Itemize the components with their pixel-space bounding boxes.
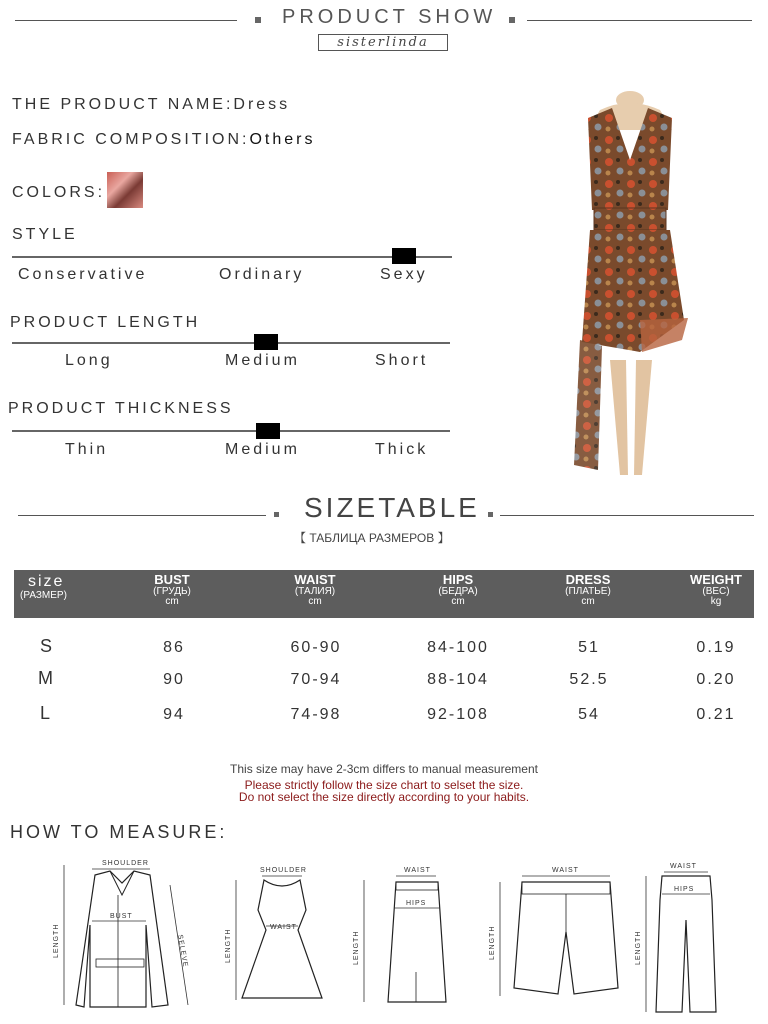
jacket-sleeve-label: SELEVE	[176, 934, 189, 969]
thickness-option-thick: Thick	[375, 441, 429, 458]
col-bust-label: BUST	[154, 572, 190, 587]
style-title: STYLE	[12, 226, 78, 243]
col-hips	[418, 573, 498, 608]
col-weight-unit: kg	[710, 596, 722, 608]
col-bust-unit: cm	[165, 596, 179, 608]
col-weight-sub: (ВЕС)	[702, 585, 730, 597]
fabric-label: FABRIC COMPOSITION:	[12, 131, 250, 148]
table-cell-bust: 86	[163, 639, 185, 656]
table-cell-waist: 74-98	[290, 706, 342, 723]
table-cell-hips: 84-100	[427, 639, 489, 656]
shorts-measure-diagram	[486, 862, 636, 1012]
table-cell-hips: 88-104	[427, 671, 489, 688]
product-name-value: Dress	[233, 96, 291, 113]
dress-length-label: LENGTH	[225, 928, 232, 963]
length-title: PRODUCT LENGTH	[10, 314, 201, 331]
skirt-hips-label: HIPS	[406, 900, 427, 907]
sizetable-rule-right	[500, 515, 754, 516]
thickness-scale-track	[12, 430, 450, 432]
header-dot-left	[255, 17, 261, 23]
col-dress-label: DRESS	[565, 572, 611, 587]
pants-hips-label: HIPS	[674, 886, 695, 893]
col-bust	[132, 573, 212, 608]
style-scale-track	[12, 256, 452, 258]
col-bust-sub: (ГРУДЬ)	[153, 585, 191, 597]
header-rule-left	[15, 20, 237, 21]
skirt-length-label: LENGTH	[353, 930, 360, 965]
jacket-bust-label: BUST	[110, 913, 133, 920]
table-cell-weight: 0.19	[696, 639, 736, 656]
pants-waist-label: WAIST	[670, 863, 697, 870]
header-dot-right	[509, 17, 515, 23]
col-waist	[275, 573, 355, 608]
style-scale-marker	[392, 248, 416, 264]
style-option-ordinary: Ordinary	[219, 266, 305, 283]
size-table-header	[14, 570, 754, 618]
product-photo	[560, 90, 700, 480]
col-dress-sub: (ПЛАТЬЕ)	[565, 585, 611, 597]
table-cell-size: M	[38, 668, 53, 688]
table-cell-waist: 60-90	[290, 639, 342, 656]
col-dress	[548, 573, 628, 608]
sizetable-dot-left	[274, 512, 279, 517]
fabric-row	[12, 131, 315, 149]
how-to-measure-title: HOW TO MEASURE:	[10, 822, 228, 842]
pants-measure-diagram	[628, 860, 738, 1020]
table-cell-weight: 0.20	[696, 671, 736, 688]
sizetable-title: SIZETABLE	[304, 492, 480, 523]
thickness-option-medium: Medium	[225, 441, 300, 458]
size-note: This size may have 2-3cm differs to manual measurement	[230, 762, 538, 776]
length-scale-marker	[254, 334, 278, 350]
table-cell-dress: 54	[578, 706, 600, 723]
style-option-sexy: Sexy	[380, 266, 428, 283]
col-size-label: size	[28, 573, 65, 590]
col-weight-label: WEIGHT	[690, 572, 742, 587]
product-name-label: THE PRODUCT NAME:	[12, 96, 234, 113]
table-cell-size: L	[40, 703, 51, 723]
col-hips-sub: (БЕДРА)	[438, 585, 478, 597]
table-cell-waist: 70-94	[290, 671, 342, 688]
skirt-measure-diagram	[350, 862, 460, 1012]
size-warning-1: Please strictly follow the size chart to selset the size.	[244, 778, 524, 792]
table-cell-size: S	[40, 636, 53, 656]
table-cell-bust: 90	[163, 671, 185, 688]
table-cell-dress: 52.5	[569, 671, 609, 688]
pants-length-label: LENGTH	[635, 930, 642, 965]
thickness-option-thin: Thin	[65, 441, 109, 458]
shorts-length-label: LENGTH	[489, 925, 496, 960]
col-waist-label: WAIST	[294, 572, 336, 587]
col-weight	[676, 573, 756, 608]
thickness-title: PRODUCT THICKNESS	[8, 400, 234, 417]
col-size-sub: (РАЗМЕР)	[20, 589, 67, 601]
length-scale-track	[12, 342, 450, 344]
table-cell-bust: 94	[163, 706, 185, 723]
table-cell-dress: 51	[578, 639, 600, 656]
brand-logo: sisterlinda	[318, 34, 448, 51]
jacket-length-label: LENGTH	[53, 923, 60, 958]
product-name-row	[12, 96, 290, 114]
skirt-waist-label: WAIST	[404, 867, 431, 874]
jacket-measure-diagram	[50, 855, 200, 1015]
length-option-short: Short	[375, 352, 429, 369]
dress-measure-diagram	[222, 860, 342, 1010]
thickness-scale-marker	[256, 423, 280, 439]
style-option-conservative: Conservative	[18, 266, 148, 283]
size-warning-2: Do not select the size directly according to your habits.	[238, 790, 530, 804]
header-rule-right	[527, 20, 752, 21]
col-dress-unit: cm	[581, 596, 595, 608]
fabric-value: Others	[249, 131, 316, 148]
length-option-long: Long	[65, 352, 113, 369]
dress-waist-label: WAIST	[270, 924, 297, 931]
table-cell-weight: 0.21	[696, 706, 736, 723]
col-waist-sub: (ТАЛИЯ)	[294, 585, 336, 597]
sizetable-rule-left	[18, 515, 266, 516]
length-option-medium: Medium	[225, 352, 300, 369]
shorts-waist-label: WAIST	[552, 867, 579, 874]
sizetable-subtitle: 【 ТАБЛИЦА РАЗМЕРОВ 】	[294, 531, 450, 545]
jacket-shoulder-label: SHOULDER	[102, 860, 149, 867]
colors-label: COLORS:	[12, 184, 106, 201]
col-waist-unit: cm	[308, 596, 322, 608]
dress-shoulder-label: SHOULDER	[260, 867, 307, 874]
color-swatch[interactable]	[107, 172, 143, 208]
page-title: PRODUCT SHOW	[282, 6, 497, 28]
col-hips-label: HIPS	[442, 572, 474, 587]
col-hips-unit: cm	[451, 596, 465, 608]
sizetable-dot-right	[488, 512, 493, 517]
table-cell-hips: 92-108	[427, 706, 489, 723]
col-size	[18, 574, 78, 601]
